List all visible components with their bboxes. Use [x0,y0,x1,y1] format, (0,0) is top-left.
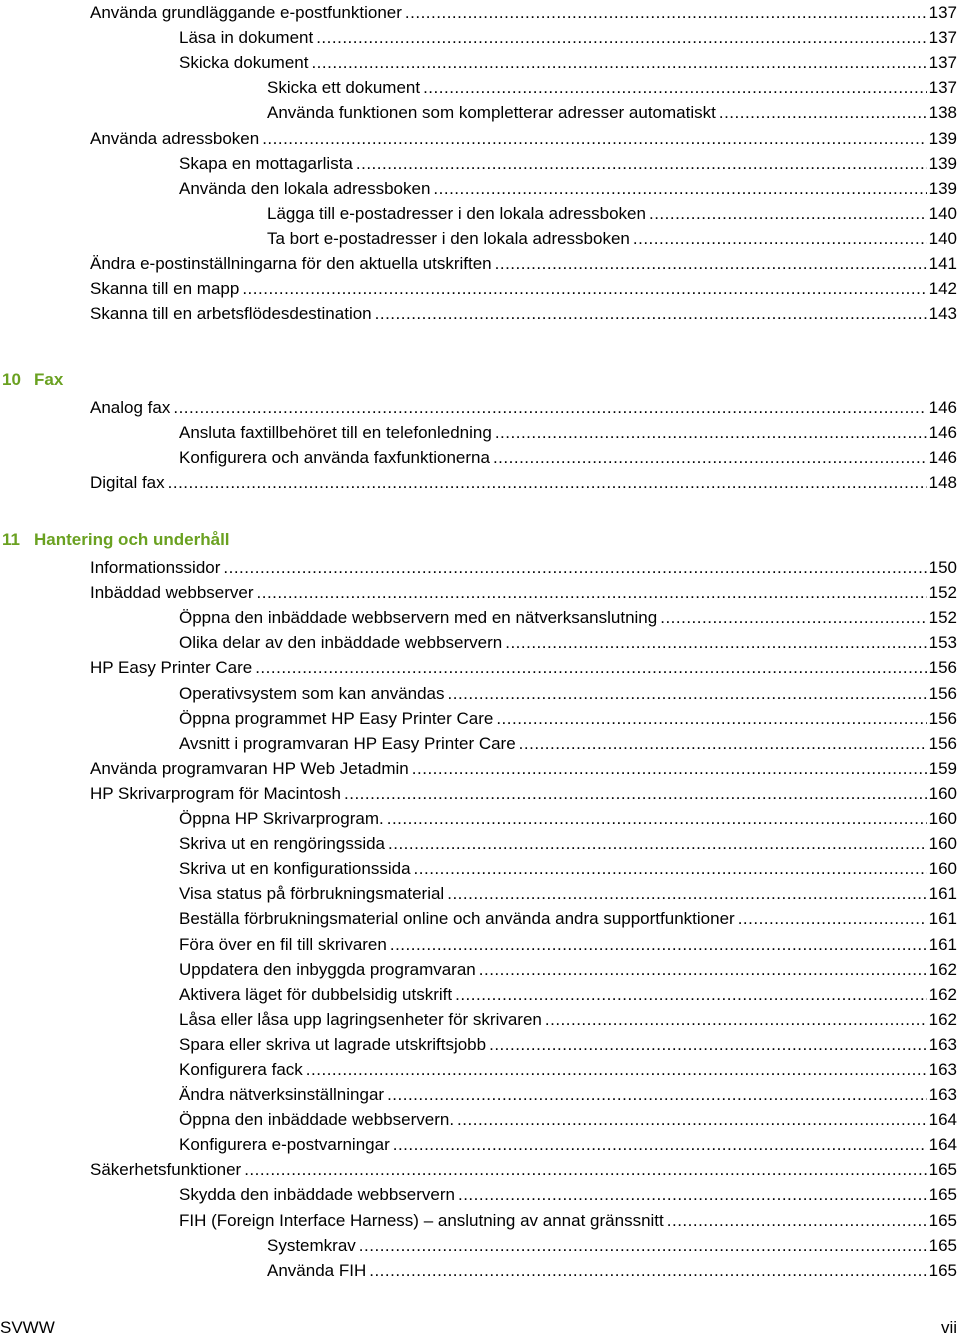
toc-entry[interactable] [0,1182,960,1207]
toc-entry[interactable] [0,1233,960,1258]
toc-entry-page: 146 [928,448,957,468]
toc-entry-page: 165 [928,1210,957,1230]
toc-entry-title: Skicka ett dokument [267,78,421,98]
toc-entry[interactable] [0,731,960,756]
toc-entry-page: 163 [928,1085,957,1105]
toc-entry-title: Aktivera läget för dubbelsidig utskrift [179,984,453,1004]
dot-leader [244,1160,926,1180]
toc-entry-page: 150 [928,558,957,578]
dot-leader [545,1010,927,1030]
toc-entry-page: 161 [928,884,957,904]
toc-entry-title: Skriva ut en konfigurationssida [179,859,411,879]
toc-entry[interactable] [0,856,960,881]
chapter-title: Hantering och underhåll [34,530,230,549]
toc-entry-page: 163 [928,1059,957,1079]
toc-entry[interactable] [0,50,960,75]
dot-leader [633,229,927,249]
dot-leader [173,398,926,418]
toc-entry[interactable] [0,1132,960,1157]
toc-entry-page: 140 [928,203,957,223]
toc-entry-title: Använda adressboken [90,128,260,148]
toc-entry-page: 160 [928,783,957,803]
toc-entry-title: HP Skrivarprogram för Macintosh [90,783,341,803]
toc-entry-page: 160 [928,834,957,854]
toc-entry[interactable] [0,756,960,781]
toc-entry-title: Låsa eller låsa upp lagringsenheter för skrivaren [179,1009,542,1029]
toc-entry-title: Använda grundläggande e-postfunktioner [90,3,402,23]
toc-entry-page: 159 [928,758,957,778]
toc-entry-page: 160 [928,809,957,829]
dot-leader [496,709,926,729]
toc-entry-page: 165 [928,1185,957,1205]
dot-leader [505,633,926,653]
toc-entry-page: 152 [928,608,957,628]
dot-leader [458,1185,927,1205]
chapter-title: Fax [34,370,64,389]
toc-entry-title: Visa status på förbrukningsmaterial [179,884,445,904]
toc-entry[interactable] [0,201,960,226]
toc-entry-title: FIH (Foreign Interface Harness) – anslutning av annat gränssnitt [179,1210,664,1230]
dot-leader [448,684,927,704]
chapter-heading[interactable] [2,530,230,550]
dot-leader [387,809,927,829]
dot-leader [393,1135,927,1155]
toc-entry[interactable] [0,555,960,580]
toc-entry[interactable] [0,906,960,931]
toc-entry[interactable] [0,881,960,906]
toc-entry[interactable] [0,957,960,982]
toc-entry-title: Skapa en mottagarlista [179,153,353,173]
dot-leader [738,909,927,929]
toc-entry[interactable] [0,1057,960,1082]
dot-leader [390,935,927,955]
toc-entry-list [0,395,960,495]
toc-entry[interactable] [0,680,960,705]
toc-entry[interactable] [0,0,960,25]
toc-entry-title: Använda programvaran HP Web Jetadmin [90,758,409,778]
toc-entry-title: Säkerhetsfunktioner [90,1160,242,1180]
dot-leader [649,204,927,224]
dot-leader [423,78,927,98]
toc-entry-title: Ta bort e-postadresser i den lokala adressboken [267,228,630,248]
toc-entry-page: 137 [928,78,957,98]
toc-entry-page: 156 [928,733,957,753]
toc-entry-title: Skriva ut en rengöringssida [179,834,386,854]
toc-entry-page: 152 [928,583,957,603]
toc-entry-title: Olika delar av den inbäddade webbservern [179,633,503,653]
toc-entry[interactable] [0,125,960,150]
toc-entry-page: 139 [928,178,957,198]
toc-entry[interactable] [0,226,960,251]
toc-entry-page: 161 [928,934,957,954]
dot-leader [405,3,927,23]
chapter-number: 11 [2,530,20,549]
toc-entry-page: 160 [928,859,957,879]
toc-entry-title: Ändra e-postinställningarna för den aktuella utskriften [90,254,492,274]
toc-entry-title: Öppna programmet HP Easy Printer Care [179,708,494,728]
toc-entry-title: Systemkrav [267,1235,356,1255]
toc-entry-page: 156 [928,708,957,728]
toc-entry[interactable] [0,1207,960,1232]
toc-entry-title: Föra över en fil till skrivaren [179,934,387,954]
toc-entry[interactable] [0,276,960,301]
toc-entry-page: 139 [928,153,957,173]
toc-entry[interactable] [0,982,960,1007]
toc-entry-page: 138 [928,103,957,123]
toc-entry-title: Skanna till en mapp [90,279,240,299]
toc-entry-title: Analog fax [90,398,171,418]
toc-entry-title: Skanna till en arbetsflödesdestination [90,304,372,324]
toc-entry-title: Ansluta faxtillbehöret till en telefonledning [179,423,492,443]
toc-entry[interactable] [0,395,960,420]
toc-entry-page: 148 [928,473,957,493]
toc-entry[interactable] [0,176,960,201]
dot-leader [242,279,926,299]
dot-leader [455,985,927,1005]
toc-entry-title: Använda den lokala adressboken [179,178,431,198]
toc-entry-title: Öppna den inbäddade webbservern. [179,1110,455,1130]
toc-entry[interactable] [0,1007,960,1032]
toc-entry[interactable] [0,1157,960,1182]
toc-entry[interactable] [0,706,960,731]
dot-leader [479,960,927,980]
toc-entry-page: 141 [928,254,957,274]
toc-entry-title: Lägga till e-postadresser i den lokala adressboken [267,203,646,223]
toc-entry-page: 142 [928,279,957,299]
toc-entry[interactable] [0,1032,960,1057]
toc-entry-title: Läsa in dokument [179,28,314,48]
chapter-heading[interactable] [2,370,63,390]
toc-entry-page: 165 [928,1260,957,1280]
toc-entry-list [0,0,960,326]
toc-entry-title: Skydda den inbäddade webbservern [179,1185,455,1205]
toc-entry[interactable] [0,151,960,176]
toc-entry-title: Skicka dokument [179,53,309,73]
toc-entry-title: Konfigurera fack [179,1059,303,1079]
toc-entry-title: Öppna HP Skrivarprogram. [179,809,384,829]
dot-leader [412,759,927,779]
toc-entry[interactable] [0,75,960,100]
toc-entry-page: 153 [928,633,957,653]
toc-entry-title: Avsnitt i programvaran HP Easy Printer Care [179,733,516,753]
toc-entry-page: 165 [928,1160,957,1180]
dot-leader [311,53,926,73]
toc-entry[interactable] [0,445,960,470]
dot-leader [168,473,927,493]
footer-doc-code: SVWW [0,1318,55,1337]
toc-entry-title: Beställa förbrukningsmaterial online och använda andra supportfunktioner [179,909,735,929]
dot-leader [519,734,927,754]
dot-leader [667,1211,927,1231]
toc-entry-page: 164 [928,1110,957,1130]
dot-leader [493,448,927,468]
toc-entry[interactable] [0,655,960,680]
toc-entry-title: Uppdatera den inbyggda programvaran [179,959,476,979]
toc-entry-title: Operativsystem som kan användas [179,683,445,703]
toc-entry[interactable] [0,1082,960,1107]
toc-entry-page: 162 [928,1009,957,1029]
dot-leader [447,884,926,904]
dot-leader [344,784,927,804]
dot-leader [495,423,927,443]
toc-entry-title: Konfigurera och använda faxfunktionerna [179,448,490,468]
toc-entry-page: 164 [928,1135,957,1155]
toc-entry[interactable] [0,100,960,125]
toc-entry-page: 146 [928,398,957,418]
toc-entry-page: 146 [928,423,957,443]
dot-leader [495,254,927,274]
dot-leader [316,28,926,48]
toc-entry[interactable] [0,301,960,326]
dot-leader [356,154,927,174]
toc-entry[interactable] [0,931,960,956]
dot-leader [223,558,926,578]
toc-entry-page: 140 [928,228,957,248]
chapter-number: 10 [2,370,21,389]
toc-entry-page: 137 [928,3,957,23]
dot-leader [414,859,927,879]
dot-leader [369,1261,926,1281]
dot-leader [387,1085,927,1105]
toc-entry[interactable] [0,470,960,495]
toc-entry[interactable] [0,1107,960,1132]
dot-leader [375,304,927,324]
toc-entry-title: Digital fax [90,473,165,493]
dot-leader [388,834,927,854]
toc-entry[interactable] [0,630,960,655]
dot-leader [255,658,926,678]
dot-leader [660,608,926,628]
toc-entry-page: 137 [928,53,957,73]
toc-entry-title: Öppna den inbäddade webbservern med en nätverksanslutning [179,608,658,628]
toc-entry[interactable] [0,580,960,605]
toc-entry-title: Konfigurera e-postvarningar [179,1135,390,1155]
toc-entry-title: Ändra nätverksinställningar [179,1085,385,1105]
toc-entry[interactable] [0,781,960,806]
toc-entry[interactable] [0,251,960,276]
toc-entry-page: 139 [928,128,957,148]
toc-entry[interactable] [0,420,960,445]
toc-entry[interactable] [0,806,960,831]
dot-leader [457,1110,927,1130]
toc-entry-page: 137 [928,28,957,48]
toc-entry-page: 156 [928,683,957,703]
toc-entry-title: Informationssidor [90,558,221,578]
toc-entry-title: Spara eller skriva ut lagrade utskriftsjobb [179,1034,487,1054]
toc-entry-title: HP Easy Printer Care [90,658,253,678]
toc-entry-title: Använda funktionen som kompletterar adresser automatiskt [267,103,716,123]
toc-entry-list [0,555,960,1283]
dot-leader [306,1060,927,1080]
toc-entry-page: 162 [928,959,957,979]
dot-leader [359,1236,927,1256]
toc-entry-page: 156 [928,658,957,678]
toc-entry[interactable] [0,831,960,856]
dot-leader [262,129,926,149]
toc-entry-page: 165 [928,1235,957,1255]
dot-leader [489,1035,927,1055]
toc-entry-page: 163 [928,1034,957,1054]
page-footer [0,1318,960,1337]
toc-entry-title: Inbäddad webbserver [90,583,254,603]
toc-entry-title: Använda FIH [267,1260,367,1280]
toc-entry[interactable] [0,605,960,630]
dot-leader [257,583,927,603]
toc-entry-page: 161 [928,909,957,929]
dot-leader [719,103,927,123]
toc-entry[interactable] [0,25,960,50]
toc-entry[interactable] [0,1258,960,1283]
toc-entry-page: 143 [928,304,957,324]
dot-leader [433,179,926,199]
toc-entry-page: 162 [928,984,957,1004]
footer-page-number: vii [940,1318,957,1337]
